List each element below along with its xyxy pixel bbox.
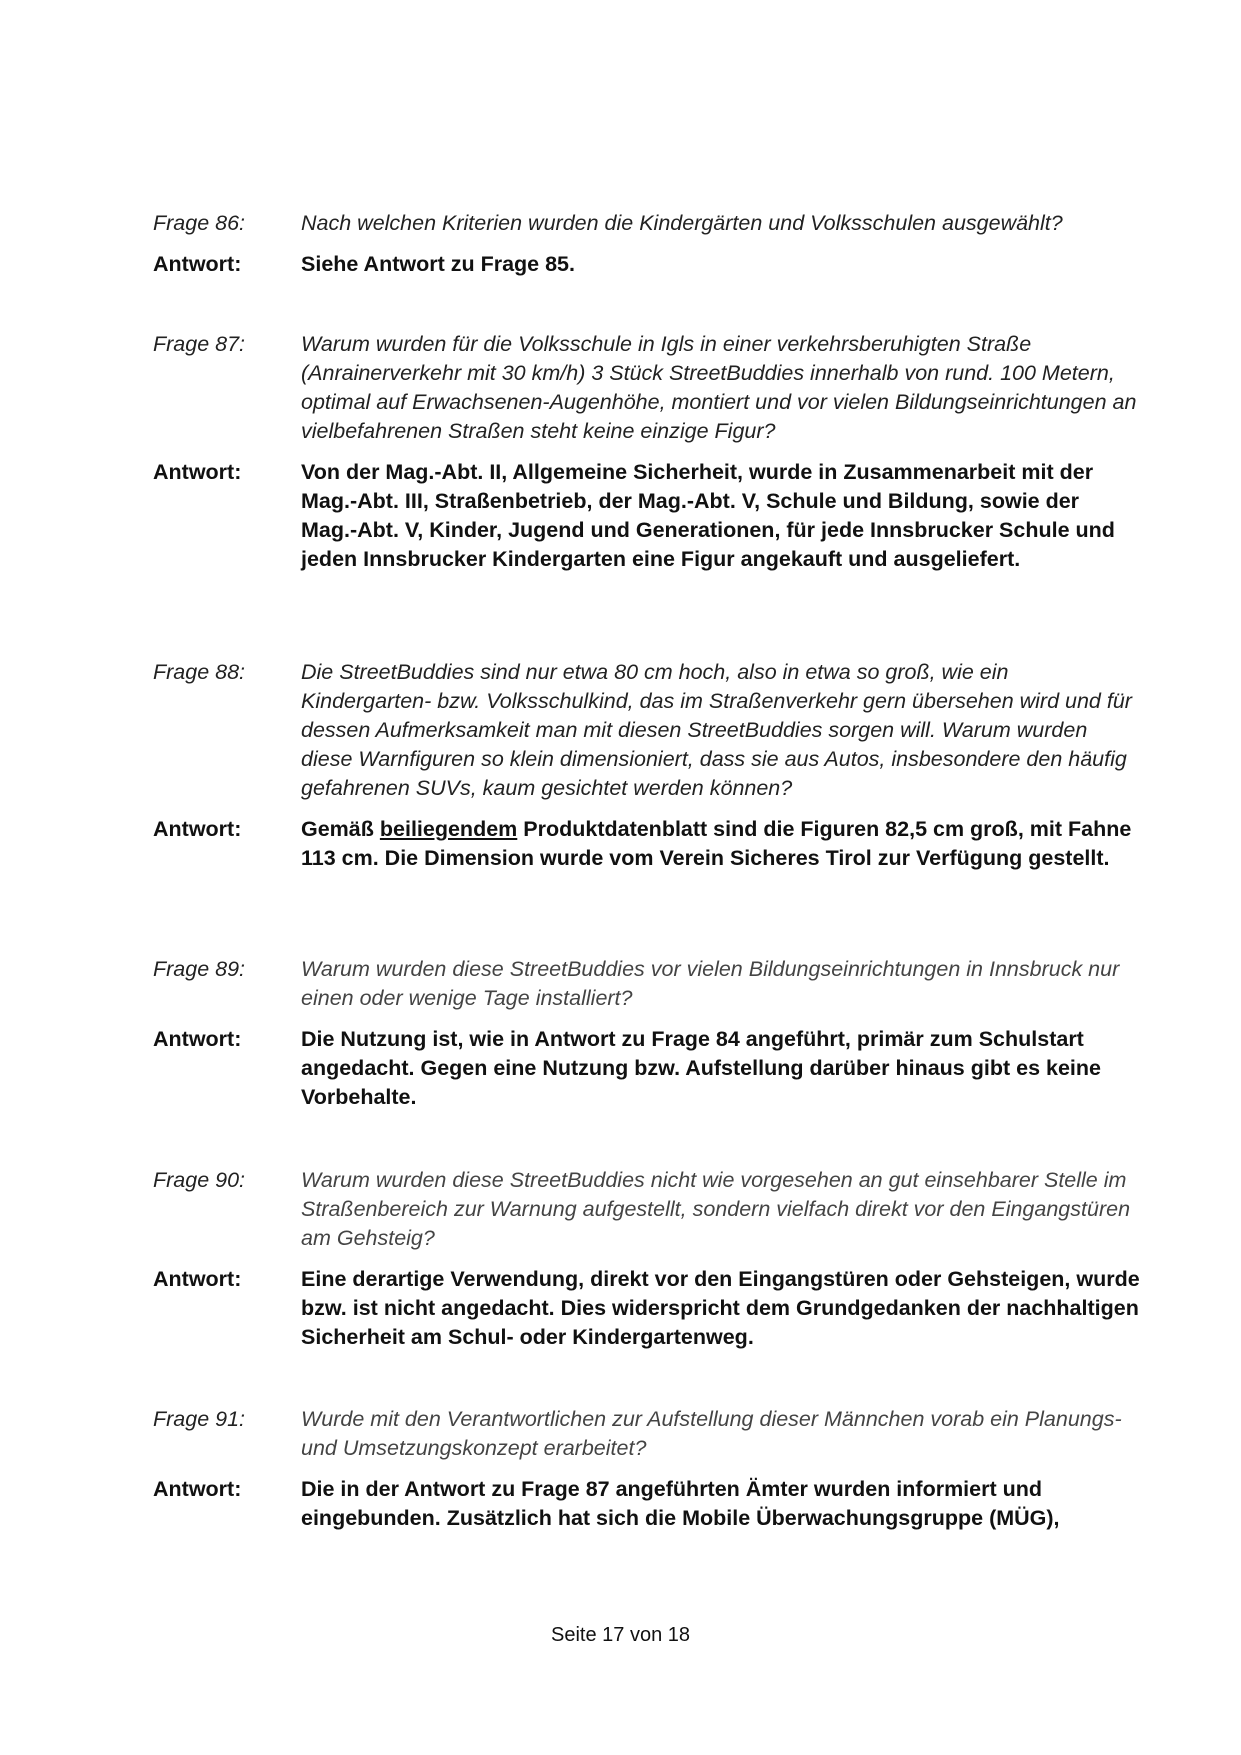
answer-text: Die in der Antwort zu Frage 87 angeführten Ämter wurden informiert und eingebunden. Zusätzlich hat sich die Mobile Überwachungsgruppe (MÜG), <box>301 1477 1060 1530</box>
answer-row <box>153 1025 1153 1112</box>
answer-label: Antwort: <box>153 252 242 276</box>
answer-label: Antwort: <box>153 1027 242 1051</box>
answer-label: Antwort: <box>153 460 242 484</box>
answer-row <box>153 458 1153 574</box>
question-row <box>153 658 1153 803</box>
answer-text-pre: Gemäß <box>301 817 380 841</box>
qa-block-90 <box>153 1166 1153 1352</box>
attachment-reference: beiliegendem <box>379 817 518 841</box>
question-row <box>153 209 1153 238</box>
question-text: Die StreetBuddies sind nur etwa 80 cm hoch, also in etwa so groß, wie ein Kindergarten- bzw. Volksschulkind, das im Straßenverkehr gern übersehen wird und für dessen Aufmerksamkeit man mit diesen StreetBuddies sorgen will. Warum wurden diese Warnfiguren so klein dimensioniert, dass sie aus Autos, insbesondere den häufig gefahrenen SUVs, kaum gesichtet werden können? <box>301 660 1132 800</box>
answer-row <box>153 250 1153 279</box>
question-row <box>153 330 1153 446</box>
question-label: Frage 87: <box>153 332 246 356</box>
answer-text: Eine derartige Verwendung, direkt vor den Eingangstüren oder Gehsteigen, wurde bzw. ist nicht angedacht. Dies widerspricht dem Grundgedanken der nachhaltigen Sicherheit am Schul- oder Kindergartenweg. <box>301 1267 1140 1349</box>
question-label: Frage 90: <box>153 1168 246 1192</box>
question-text: Nach welchen Kriterien wurden die Kindergärten und Volksschulen ausgewählt? <box>301 211 1063 235</box>
question-text: Warum wurden für die Volksschule in Igls in einer verkehrsberuhigten Straße (Anrainerverkehr mit 30 km/h) 3 Stück StreetBuddies innerhalb von rund. 100 Metern, optimal auf Erwachsenen-Augenhöhe, montiert und vor vielen Bildungseinrichtungen an vielbefahrenen Straßen steht keine einzige Figur? <box>301 332 1137 443</box>
qa-block-91 <box>153 1405 1153 1533</box>
qa-block-87 <box>153 330 1153 574</box>
question-text: Warum wurden diese StreetBuddies nicht wie vorgesehen an gut einsehbarer Stelle im Straßenbereich zur Warnung aufgestellt, sondern vielfach direkt vor den Eingangstüren am Gehsteig? <box>301 1168 1131 1250</box>
answer-text: Von der Mag.-Abt. II, Allgemeine Sicherheit, wurde in Zusammenarbeit mit der Mag.-Abt. III, Straßenbetrieb, der Mag.-Abt. V, Schule und Bildung, sowie der Mag.-Abt. V, Kinder, Jugend und Generationen, für jede Innsbrucker Schule und jeden Innsbrucker Kindergarten eine Figur angekauft und ausgeliefert. <box>301 460 1115 571</box>
question-label: Frage 88: <box>153 660 246 684</box>
question-row <box>153 955 1153 1013</box>
answer-text-post: Produktdatenblatt sind die Figuren 82,5 cm groß, mit Fahne 113 cm. Die Dimension wurde vom Verein Sicheres Tirol zur Verfügung gestellt. <box>301 817 1132 870</box>
answer-label: Antwort: <box>153 1477 242 1501</box>
question-label: Frage 91: <box>153 1407 246 1431</box>
question-row <box>153 1405 1153 1463</box>
question-text: Warum wurden diese StreetBuddies vor vielen Bildungseinrichtungen in Innsbruck nur einen oder wenige Tage installiert? <box>301 957 1120 1010</box>
question-text: Wurde mit den Verantwortlichen zur Aufstellung dieser Männchen vorab ein Planungs- und Umsetzungskonzept erarbeitet? <box>301 1407 1122 1460</box>
qa-block-88 <box>153 658 1153 873</box>
qa-block-86 <box>153 209 1153 279</box>
answer-text: Die Nutzung ist, wie in Antwort zu Frage 84 angeführt, primär zum Schulstart angedacht. Gegen eine Nutzung bzw. Aufstellung darüber hinaus gibt es keine Vorbehalte. <box>301 1027 1101 1109</box>
answer-row <box>153 1475 1153 1533</box>
answer-text <box>301 815 1141 873</box>
question-label: Frage 89: <box>153 957 246 981</box>
qa-block-89 <box>153 955 1153 1112</box>
question-row <box>153 1166 1153 1253</box>
answer-text: Siehe Antwort zu Frage 85. <box>301 252 575 276</box>
answer-row <box>153 815 1153 873</box>
answer-label: Antwort: <box>153 1267 242 1291</box>
answer-label: Antwort: <box>153 817 242 841</box>
question-label: Frage 86: <box>153 211 246 235</box>
answer-row <box>153 1265 1153 1352</box>
page-footer: Seite 17 von 18 <box>551 1624 690 1646</box>
